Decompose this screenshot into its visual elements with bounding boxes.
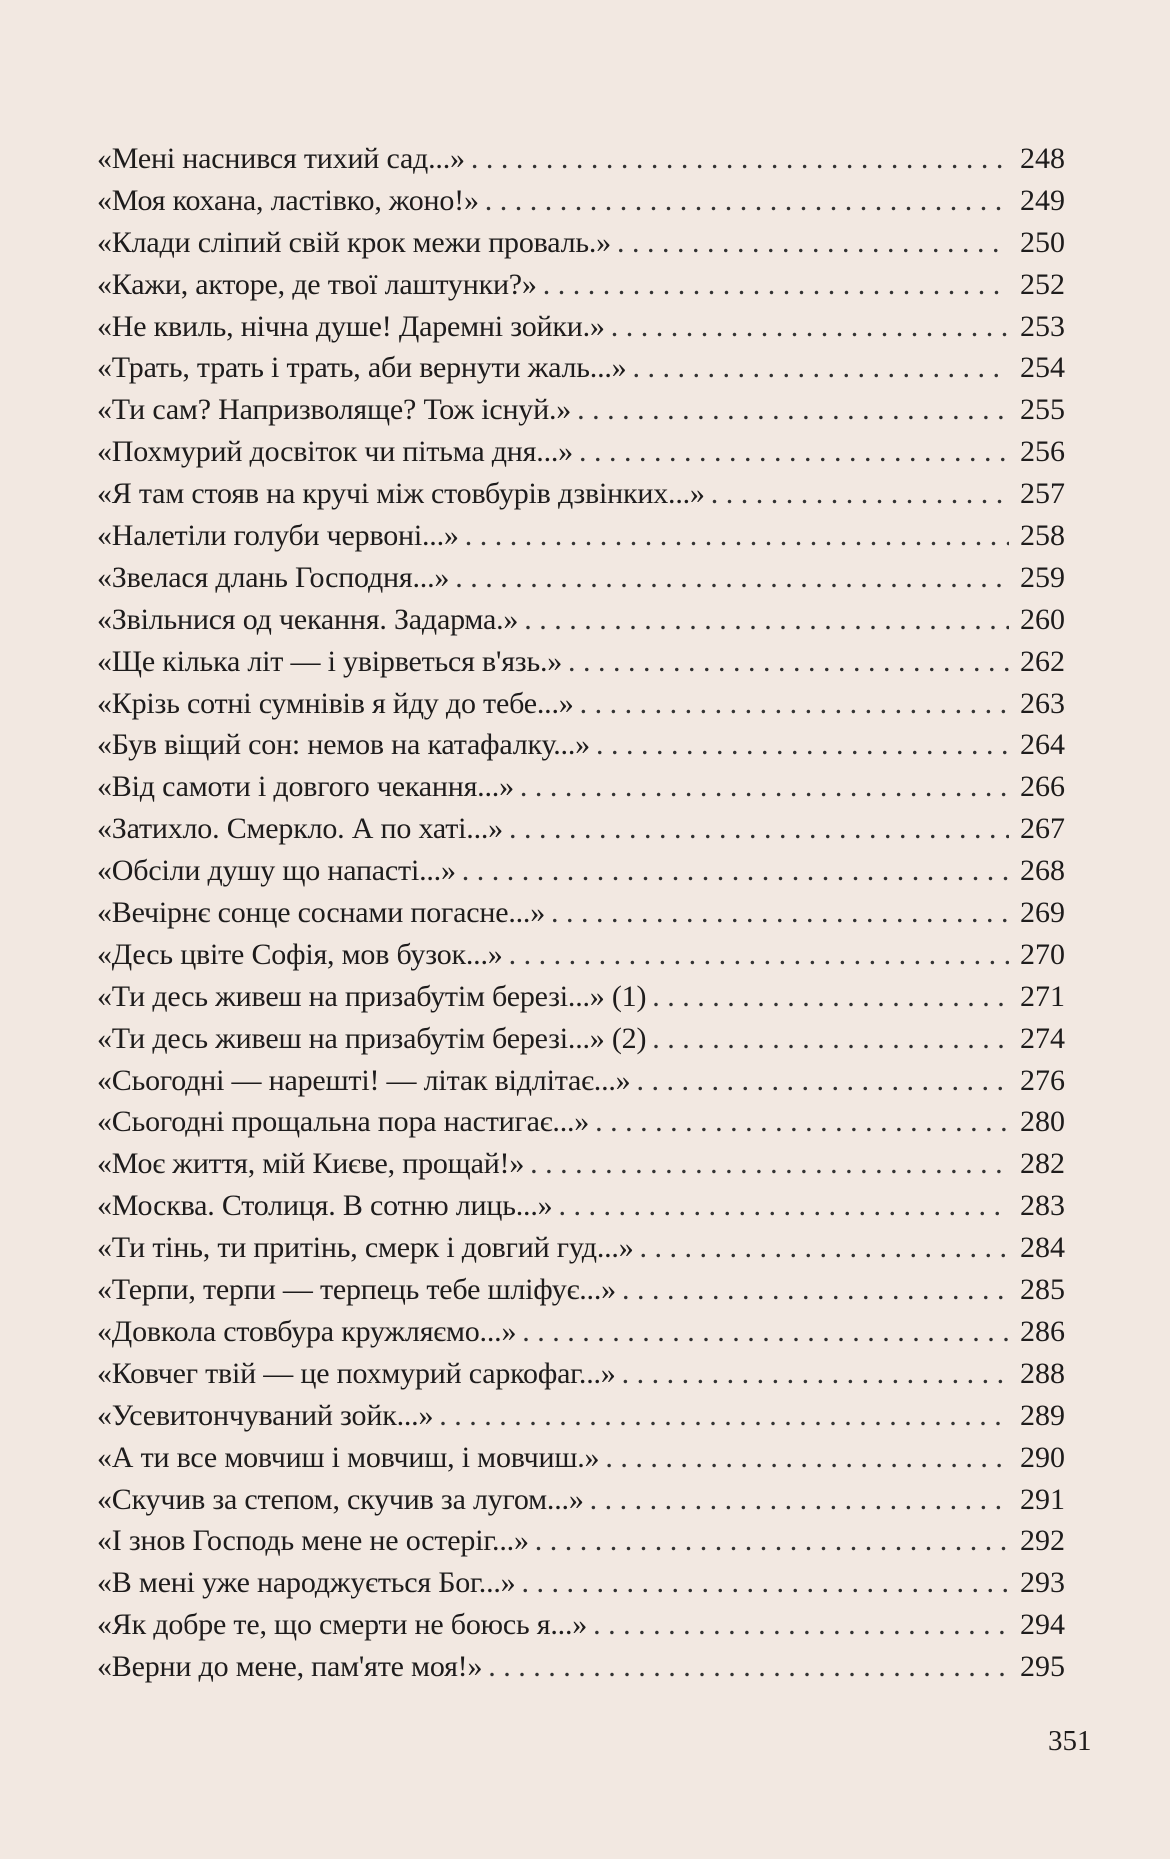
entry-title: «Обсіли душу що напасті...»: [97, 854, 456, 888]
entry-page: 271: [1020, 979, 1065, 1013]
toc-entry: [97, 473, 1065, 515]
entry-title: «Ти сам? Напризволяще? Тож існуй.»: [97, 393, 572, 427]
entry-page: 257: [1020, 477, 1065, 511]
entry-title: «Як добре те, що смерти не боюсь я...»: [97, 1608, 588, 1642]
entry-page: 288: [1020, 1356, 1065, 1390]
dot-leader: [521, 1562, 1009, 1604]
dot-leader: [485, 180, 1009, 222]
entry-title: «Мені наснився тихий сад...»: [97, 142, 465, 175]
entry-title: «Клади сліпий свій крок межи проваль.»: [97, 225, 611, 259]
dot-leader: [535, 1520, 1009, 1562]
entry-title: «Вечірнє сонце соснами погасне...»: [97, 896, 546, 930]
dot-leader: [605, 1437, 1009, 1479]
entry-title: «Сьогодні — нарешті! — літак відлітає...»: [97, 1063, 631, 1097]
toc-entry: [97, 515, 1065, 557]
dot-leader: [488, 1646, 1009, 1688]
entry-page: 252: [1020, 267, 1065, 301]
dot-leader: [543, 264, 1009, 306]
entry-page: 286: [1020, 1314, 1065, 1348]
entry-page: 250: [1020, 225, 1065, 259]
entry-title: «Моє життя, мій Києве, прощай!»: [97, 1147, 525, 1181]
dot-leader: [593, 1604, 1009, 1646]
dot-leader: [632, 347, 1009, 389]
entry-page: 269: [1020, 896, 1065, 930]
entry-title: «Не квиль, нічна душе! Даремні зойки.»: [97, 309, 605, 343]
entry-title: «Затихло. Смеркло. А по хаті...»: [97, 812, 503, 846]
entry-title: «Трать, трать і трать, аби вернути жаль...»: [97, 351, 627, 385]
dot-leader: [590, 1479, 1009, 1521]
toc-entry: [97, 683, 1065, 725]
entry-title: «Кажи, акторе, де твої лаштунки?»: [97, 267, 537, 301]
dot-leader: [617, 222, 1009, 264]
entry-page: 264: [1020, 728, 1065, 762]
entry-page: 292: [1020, 1524, 1065, 1558]
dot-leader: [522, 1311, 1009, 1353]
dot-leader: [622, 1353, 1009, 1395]
entry-page: 276: [1020, 1063, 1065, 1097]
toc-entry: [97, 1269, 1065, 1311]
entry-title: «Був віщий сон: немов на катафалку...»: [97, 728, 590, 762]
dot-leader: [611, 306, 1009, 348]
toc-entry: [97, 1479, 1065, 1521]
entry-page: 266: [1020, 770, 1065, 804]
entry-title: «Я там стояв на кручі між стовбурів дзвінких...»: [97, 477, 705, 511]
dot-leader: [509, 808, 1009, 850]
entry-title: «Моя кохана, ластівко, жоно!»: [97, 183, 479, 217]
toc-entry: [97, 1604, 1065, 1646]
toc-entry: [97, 1143, 1065, 1185]
dot-leader: [652, 1018, 1009, 1060]
toc-entry: [97, 138, 1065, 180]
toc-entry: [97, 1018, 1065, 1060]
dot-leader: [509, 934, 1009, 976]
toc-entry: [97, 1395, 1065, 1437]
entry-title: «Крізь сотні сумнівів я йду до тебе...»: [97, 686, 574, 720]
entry-title: «Налетіли голуби червоні...»: [97, 519, 459, 553]
entry-page: 290: [1020, 1440, 1065, 1474]
entry-page: 256: [1020, 435, 1065, 469]
dot-leader: [636, 1060, 1009, 1102]
toc-entry: [97, 557, 1065, 599]
toc-entry: [97, 389, 1065, 431]
entry-page: 262: [1020, 644, 1065, 678]
entry-title: «Ти десь живеш на призабутім березі...» (2): [97, 1021, 647, 1055]
entry-page: 248: [1020, 142, 1065, 175]
dot-leader: [577, 389, 1009, 431]
entry-title: «Сьогодні прощальна пора настигає...»: [97, 1105, 590, 1139]
entry-title: «Верни до мене, пам'яте моя!»: [97, 1650, 483, 1684]
entry-page: 255: [1020, 393, 1065, 427]
dot-leader: [465, 515, 1009, 557]
entry-title: «І знов Господь мене не остеріг...»: [97, 1524, 529, 1558]
entry-title: «Москва. Столиця. В сотню лиць...»: [97, 1189, 553, 1223]
entry-page: 258: [1020, 519, 1065, 553]
entry-title: «Звільнися од чекання. Задарма.»: [97, 602, 519, 636]
entry-page: 285: [1020, 1273, 1065, 1307]
entry-title: «Звелася длань Господня...»: [97, 560, 450, 594]
entry-title: «Усевитончуваний зойк...»: [97, 1398, 434, 1432]
dot-leader: [558, 1185, 1009, 1227]
entry-page: 283: [1020, 1189, 1065, 1223]
entry-page: 295: [1020, 1650, 1065, 1684]
toc-entry: [97, 1060, 1065, 1102]
entry-title: «Ти тінь, ти притінь, смерк і довгий гуд...»: [97, 1231, 634, 1265]
dot-leader: [711, 473, 1009, 515]
table-of-contents: [97, 138, 1065, 1688]
entry-page: 263: [1020, 686, 1065, 720]
entry-title: «Від самоти і довгого чекання...»: [97, 770, 514, 804]
entry-title: «А ти все мовчиш і мовчиш, і мовчиш.»: [97, 1440, 600, 1474]
toc-entry: [97, 306, 1065, 348]
entry-page: 270: [1020, 937, 1065, 971]
toc-entry: [97, 1646, 1065, 1688]
entry-page: 268: [1020, 854, 1065, 888]
dot-leader: [568, 641, 1009, 683]
dot-leader: [652, 976, 1009, 1018]
entry-title: «Ще кілька літ — і увірветься в'язь.»: [97, 644, 563, 678]
toc-entry: [97, 808, 1065, 850]
entry-page: 284: [1020, 1231, 1065, 1265]
toc-entry: [97, 1437, 1065, 1479]
entry-page: 253: [1020, 309, 1065, 343]
dot-leader: [439, 1395, 1009, 1437]
dot-leader: [595, 1101, 1009, 1143]
toc-entry: [97, 347, 1065, 389]
entry-title: «Терпи, терпи — терпець тебе шліфує...»: [97, 1273, 616, 1307]
toc-entry: [97, 1185, 1065, 1227]
entry-title: «Похмурий досвіток чи пітьма дня...»: [97, 435, 573, 469]
toc-entry: [97, 431, 1065, 473]
toc-entry: [97, 976, 1065, 1018]
dot-leader: [530, 1143, 1009, 1185]
dot-leader: [580, 683, 1009, 725]
toc-entry: [97, 766, 1065, 808]
entry-title: «В мені уже народжується Бог...»: [97, 1566, 516, 1600]
toc-entry: [97, 1520, 1065, 1562]
entry-page: 259: [1020, 560, 1065, 594]
toc-entry: [97, 1562, 1065, 1604]
entry-page: 294: [1020, 1608, 1065, 1642]
dot-leader: [622, 1269, 1009, 1311]
entry-page: 274: [1020, 1021, 1065, 1055]
dot-leader: [462, 850, 1009, 892]
toc-entry: [97, 599, 1065, 641]
toc-entry: [97, 641, 1065, 683]
toc-entry: [97, 1353, 1065, 1395]
entry-page: 289: [1020, 1398, 1065, 1432]
entry-page: 267: [1020, 812, 1065, 846]
entry-title: «Десь цвіте Софія, мов бузок...»: [97, 937, 503, 971]
toc-entry: [97, 264, 1065, 306]
toc-entry: [97, 724, 1065, 766]
entry-page: 282: [1020, 1147, 1065, 1181]
dot-leader: [520, 766, 1009, 808]
entry-page: 280: [1020, 1105, 1065, 1139]
dot-leader: [551, 892, 1009, 934]
toc-entry: [97, 180, 1065, 222]
page-number: 351: [1048, 1725, 1092, 1757]
entry-page: 291: [1020, 1482, 1065, 1516]
toc-entry: [97, 222, 1065, 264]
toc-entry: [97, 934, 1065, 976]
dot-leader: [471, 138, 1009, 180]
entry-page: 249: [1020, 183, 1065, 217]
toc-entry: [97, 1101, 1065, 1143]
entry-title: «Ковчег твій — це похмурий саркофаг...»: [97, 1356, 616, 1390]
entry-title: «Довкола стовбура кружляємо...»: [97, 1314, 517, 1348]
entry-title: «Ти десь живеш на призабутім березі...» (1): [97, 979, 647, 1013]
dot-leader: [579, 431, 1009, 473]
toc-entry: [97, 1227, 1065, 1269]
entry-page: 254: [1020, 351, 1065, 385]
toc-entry: [97, 892, 1065, 934]
toc-entry: [97, 1311, 1065, 1353]
toc-entry: [97, 850, 1065, 892]
dot-leader: [640, 1227, 1009, 1269]
dot-leader: [596, 724, 1009, 766]
dot-leader: [455, 557, 1009, 599]
entry-title: «Скучив за степом, скучив за лугом...»: [97, 1482, 584, 1516]
entry-page: 293: [1020, 1566, 1065, 1600]
dot-leader: [524, 599, 1009, 641]
entry-page: 260: [1020, 602, 1065, 636]
